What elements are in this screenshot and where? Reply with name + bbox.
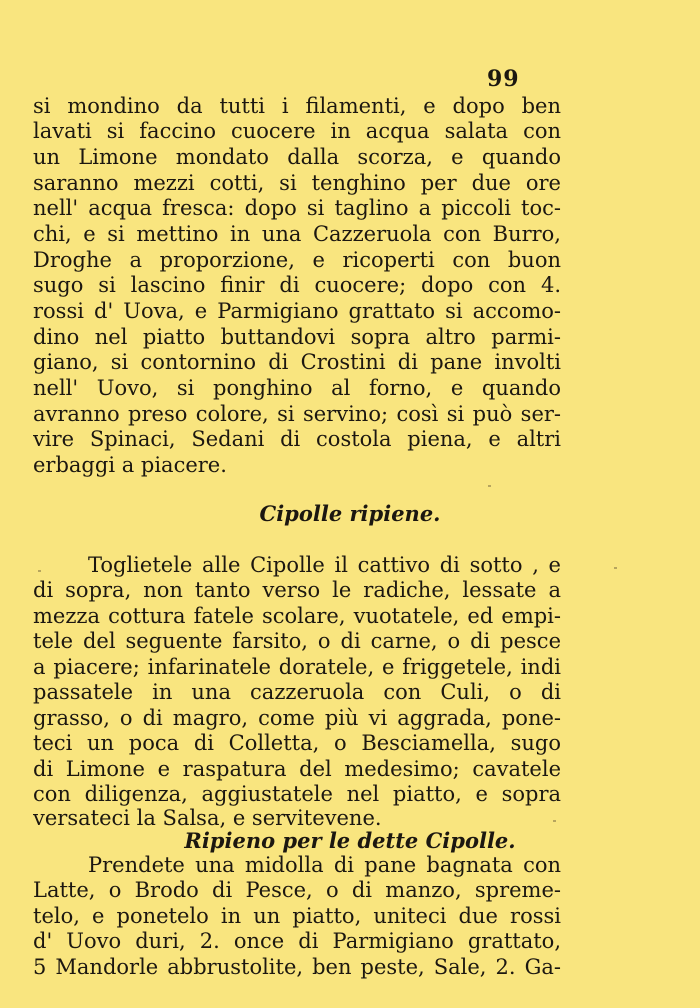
text-line: avranno preso colore, si servino; così si può ser- — [33, 402, 561, 426]
text-line: versateci la Salsa, e servitevene. — [33, 806, 382, 830]
text-line: saranno mezzi cotti, si tenghino per due ore — [33, 171, 561, 195]
text-line: teci un poca di Colletta, o Besciamella, sugo — [33, 731, 561, 755]
text-line: tele del seguente farsito, o di carne, o di pesce — [33, 629, 561, 653]
text-line: grasso, o di magro, come più vi aggrada, pone- — [33, 706, 561, 730]
text-line: passatele in una cazzeruola con Culi, o di — [33, 680, 561, 704]
print-speck — [488, 485, 491, 487]
section-heading: Ripieno per le dette Cipolle. — [184, 828, 516, 853]
text-line: dino nel piatto buttandovi sopra altro parmi- — [33, 325, 561, 349]
text-line: Latte, o Brodo di Pesce, o di manzo, spreme- — [33, 878, 561, 902]
text-line: a piacere; infarinatele doratele, e friggetele, indi — [33, 655, 561, 679]
print-speck — [38, 570, 41, 572]
text-line: Toglietele alle Cipolle il cattivo di sotto , e — [88, 553, 561, 577]
text-line: d' Uovo duri, 2. once di Parmigiano grattato, — [33, 929, 561, 953]
page-number: 99 — [487, 66, 520, 92]
print-speck — [614, 567, 617, 569]
text-line: nell' Uovo, si ponghino al forno, e quando — [33, 376, 561, 400]
text-line: di Limone e raspatura del medesimo; cavatele — [33, 757, 561, 781]
text-line: Droghe a proporzione, e ricoperti con buon — [33, 248, 561, 272]
print-speck — [553, 820, 556, 822]
section-heading: Cipolle ripiene. — [259, 501, 441, 526]
text-line: lavati si faccino cuocere in acqua salata con — [33, 119, 561, 143]
text-line: si mondino da tutti i filamenti, e dopo ben — [33, 94, 561, 118]
text-line: con diligenza, aggiustatele nel piatto, e sopra — [33, 782, 561, 806]
text-line: un Limone mondato dalla scorza, e quando — [33, 145, 561, 169]
text-line: giano, si contornino di Crostini di pane involti — [33, 350, 561, 374]
text-line: chi, e si mettino in una Cazzeruola con Burro, — [33, 222, 561, 246]
text-line: 5 Mandorle abbrustolite, ben peste, Sale, 2. Ga- — [33, 955, 561, 979]
text-line: di sopra, non tanto verso le radiche, lessate a — [33, 578, 561, 602]
text-line: vire Spinaci, Sedani di costola piena, e altri — [33, 427, 561, 451]
text-line: nell' acqua fresca: dopo si taglino a piccoli toc- — [33, 196, 561, 220]
text-line: erbaggi a piacere. — [33, 453, 227, 477]
text-line: sugo si lascino finir di cuocere; dopo con 4. — [33, 273, 561, 297]
text-line: telo, e ponetelo in un piatto, uniteci due rossi — [33, 904, 561, 928]
text-line: Prendete una midolla di pane bagnata con — [88, 853, 561, 877]
text-line: rossi d' Uova, e Parmigiano grattato si accomo- — [33, 299, 561, 323]
text-line: mezza cottura fatele scolare, vuotatele, ed empi- — [33, 604, 561, 628]
